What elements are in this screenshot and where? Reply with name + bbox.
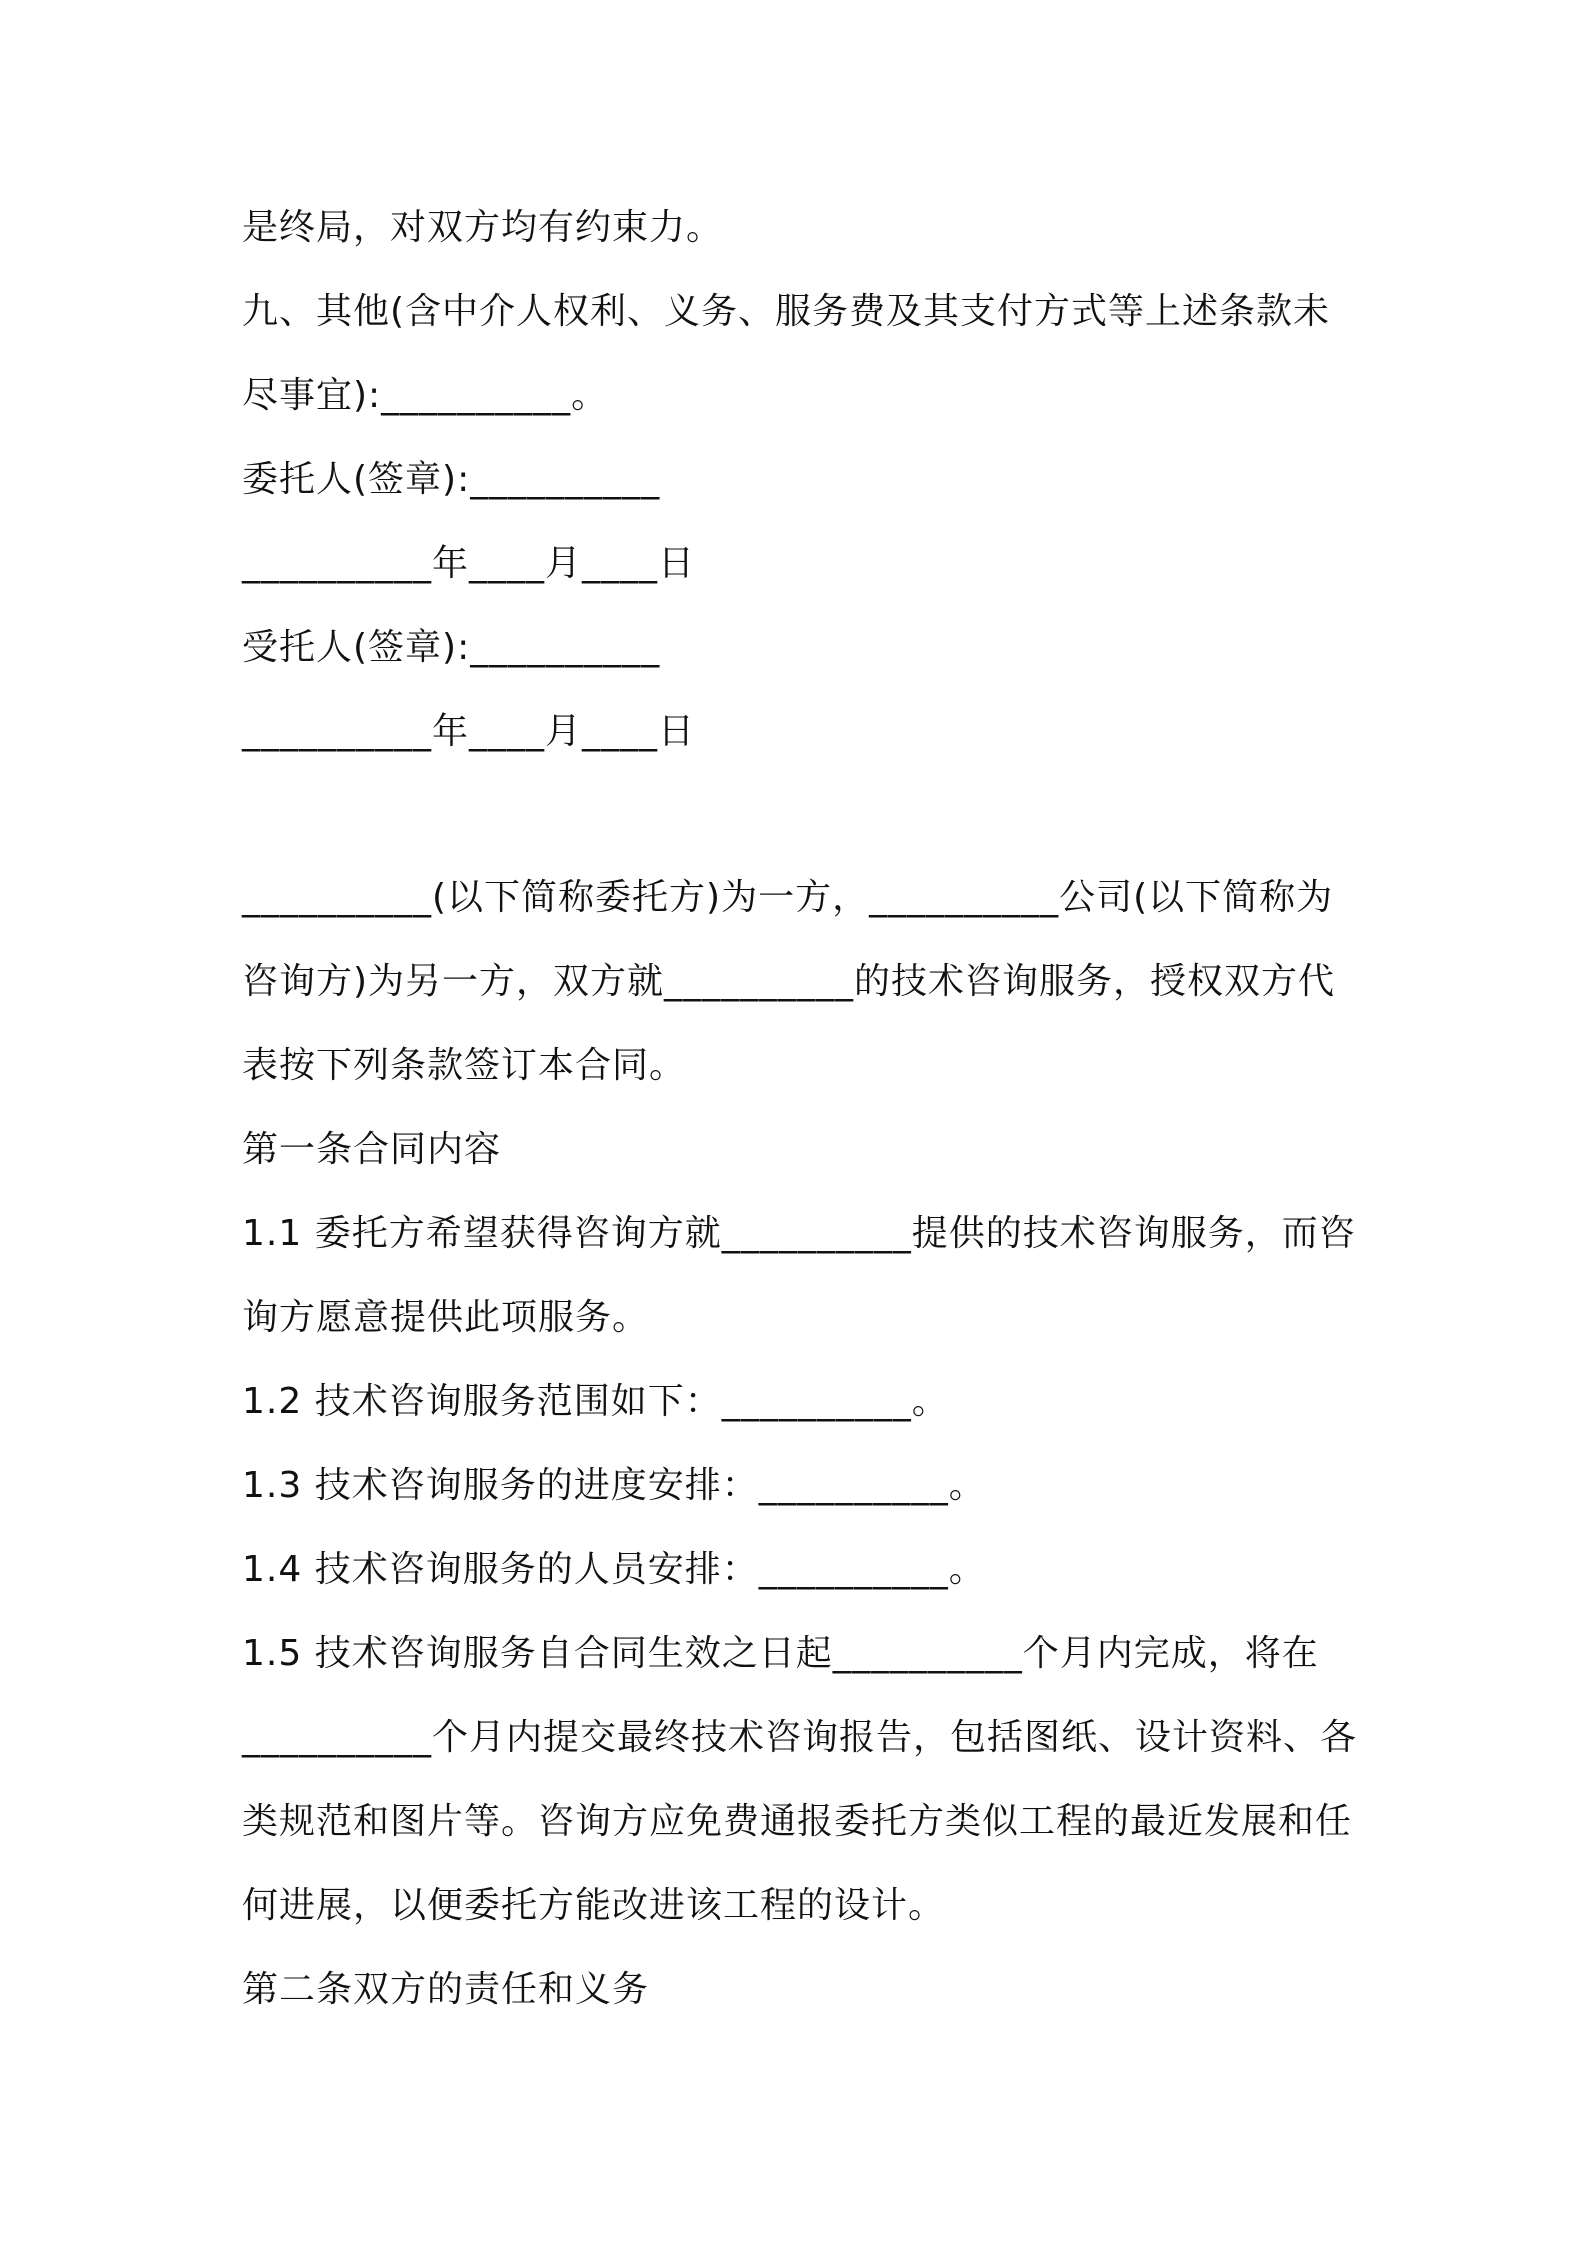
text-line: 九、其他(含中介人权利、义务、服务费及其支付方式等上述条款未 xyxy=(242,291,1331,332)
text-line: 类规范和图片等。咨询方应免费通报委托方类似工程的最近发展和任 xyxy=(242,1801,1353,1842)
text-line: 1.2 技术咨询服务范围如下：__________。 xyxy=(242,1381,949,1422)
text-line: 咨询方)为另一方，双方就__________的技术咨询服务，授权双方代 xyxy=(242,961,1336,1002)
text-line: 是终局，对双方均有约束力。 xyxy=(242,207,724,248)
date-line: __________年____月____日 xyxy=(242,711,695,752)
text-line: 表按下列条款签订本合同。 xyxy=(242,1045,687,1086)
text-line: 1.1 委托方希望获得咨询方就__________提供的技术咨询服务，而咨 xyxy=(242,1213,1356,1254)
text-line: 尽事宜):__________。 xyxy=(242,375,609,416)
signature-line-agent: 受托人(签章):__________ xyxy=(242,627,661,668)
date-line: __________年____月____日 xyxy=(242,543,695,584)
section-heading: 第二条双方的责任和义务 xyxy=(242,1969,650,2010)
text-line: __________个月内提交最终技术咨询报告，包括图纸、设计资料、各 xyxy=(242,1717,1358,1758)
text-line: 1.5 技术咨询服务自合同生效之日起__________个月内完成，将在 xyxy=(242,1633,1319,1674)
text-line: 1.4 技术咨询服务的人员安排：__________。 xyxy=(242,1549,986,1590)
signature-line-principal: 委托人(签章):__________ xyxy=(242,459,661,500)
text-line: 询方愿意提供此项服务。 xyxy=(242,1297,650,1338)
text-line: 何进展，以便委托方能改进该工程的设计。 xyxy=(242,1885,946,1926)
section-heading: 第一条合同内容 xyxy=(242,1129,502,1170)
text-line: __________(以下简称委托方)为一方，__________公司(以下简称为 xyxy=(242,877,1334,918)
text-line: 1.3 技术咨询服务的进度安排：__________。 xyxy=(242,1465,986,1506)
